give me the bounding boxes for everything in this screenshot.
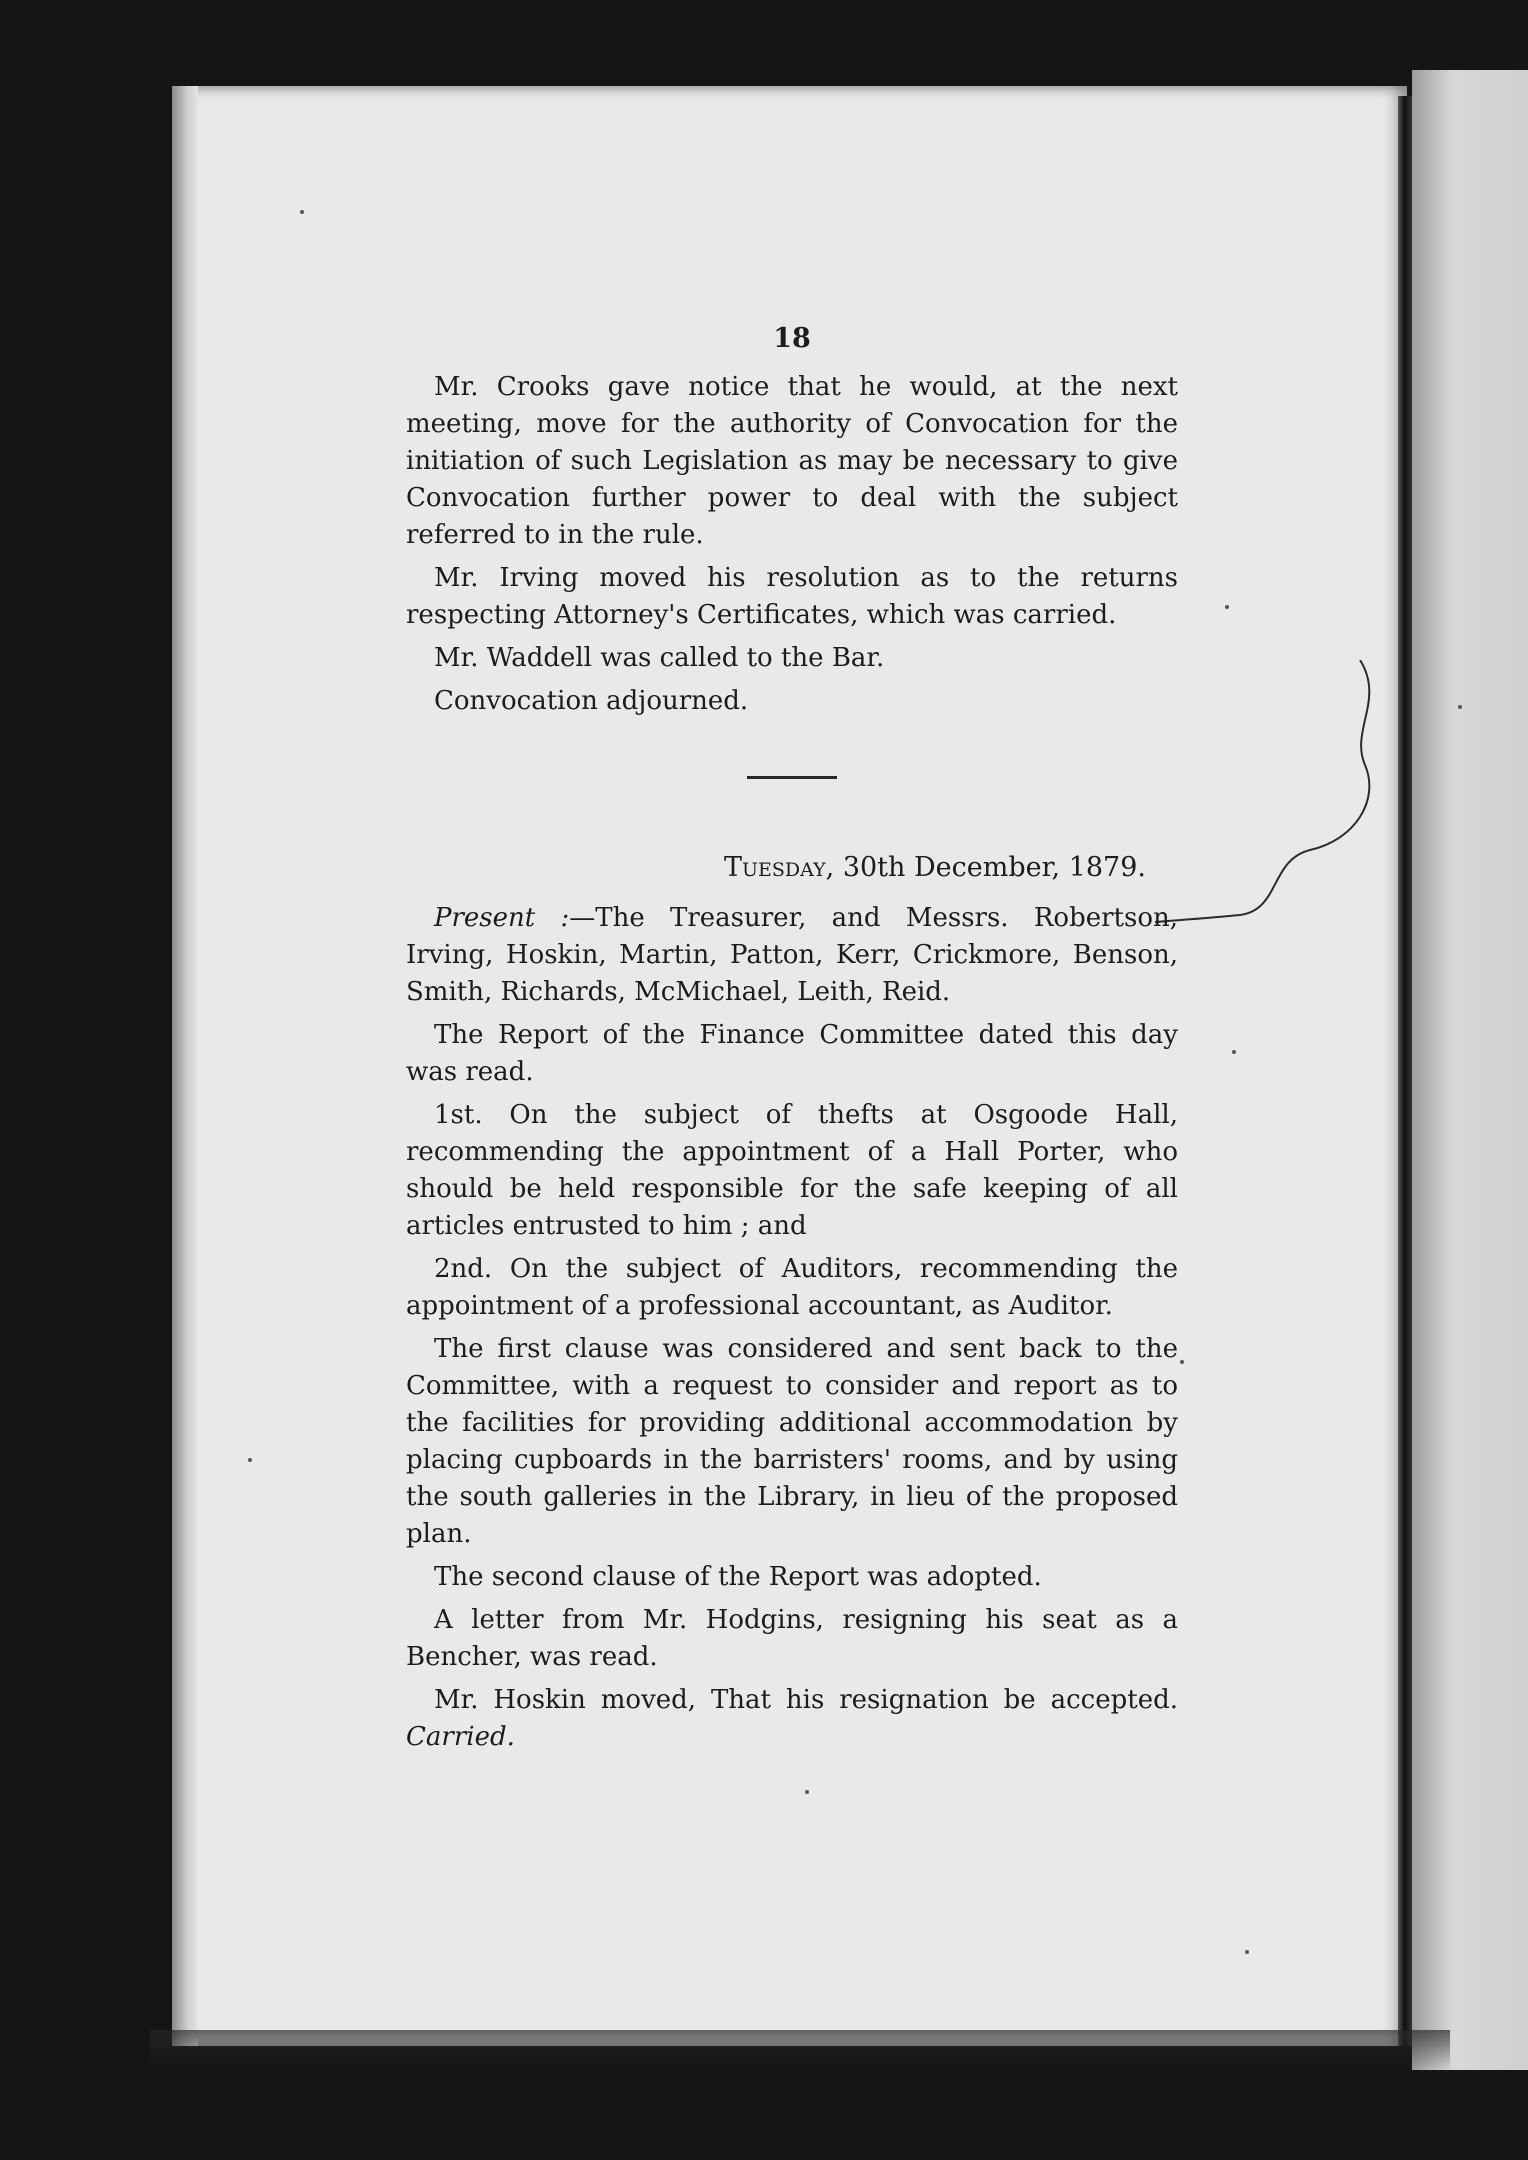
page-binding-edge [172, 86, 198, 2046]
section-divider [747, 776, 837, 779]
meeting-date-heading [406, 849, 1178, 886]
motion-result: Carried. [406, 1722, 515, 1752]
paragraph-first-item: 1st. On the subject of thefts at Osgoode Hall, recommending the appointment of a Hall Porter, who should be held responsible for the safe keeping of all articles entrusted to him ; and [406, 1100, 1178, 1241]
motion-text: Mr. Hoskin moved, That his resignation be accepted. [434, 1685, 1178, 1715]
adjacent-page-edge [1412, 70, 1528, 2070]
paragraph-crooks-notice: Mr. Crooks gave notice that he would, at the next meeting, move for the authority of Convocation for the initiation of such Legislation as may be necessary to give Convocation further power to deal with the subject referred to in the rule. [406, 372, 1178, 550]
paragraph-first-clause: The first clause was considered and sent back to the Committee, with a request to consider and report as to the facilities for providing additional accommodation by placing cupboards in the barristers' rooms, and by using the south galleries in the Library, in lieu of the proposed plan. [406, 1334, 1178, 1549]
date-weekday: Tuesday [724, 852, 826, 883]
paragraph-adjourned: Convocation adjourned. [434, 686, 749, 716]
present-list: —The Treasurer, and Messrs. Robertson, Irving, Hoskin, Martin, Patton, Kerr, Crickmore, Benson, Smith, Richards, McMichael, Leith, Reid. [406, 903, 1178, 1007]
paragraph-waddell-called: Mr. Waddell was called to the Bar. [434, 643, 885, 673]
paragraph-second-clause: The second clause of the Report was adopted. [434, 1562, 1042, 1592]
paragraph-present [406, 900, 1178, 1011]
paragraph-finance-report: The Report of the Finance Committee dated this day was read. [406, 1020, 1178, 1087]
document-body [406, 320, 1178, 1762]
page-number: 18 [773, 323, 811, 354]
page-gutter [1398, 96, 1412, 2046]
present-label: Present : [434, 903, 570, 933]
date-rest: , 30th December, 1879. [825, 852, 1146, 883]
paragraph-hodgins-letter: A letter from Mr. Hodgins, resigning his seat as a Bencher, was read. [406, 1605, 1178, 1672]
paragraph-second-item: 2nd. On the subject of Auditors, recommending the appointment of a professional accountant, as Auditor. [406, 1254, 1178, 1321]
paragraph-irving-resolution: Mr. Irving moved his resolution as to the returns respecting Attorney's Certificates, which was carried. [406, 563, 1178, 630]
bottom-shadow [150, 2030, 1450, 2070]
pencil-mark [1150, 660, 1380, 930]
paragraph-hoskin-motion [406, 1682, 1178, 1756]
